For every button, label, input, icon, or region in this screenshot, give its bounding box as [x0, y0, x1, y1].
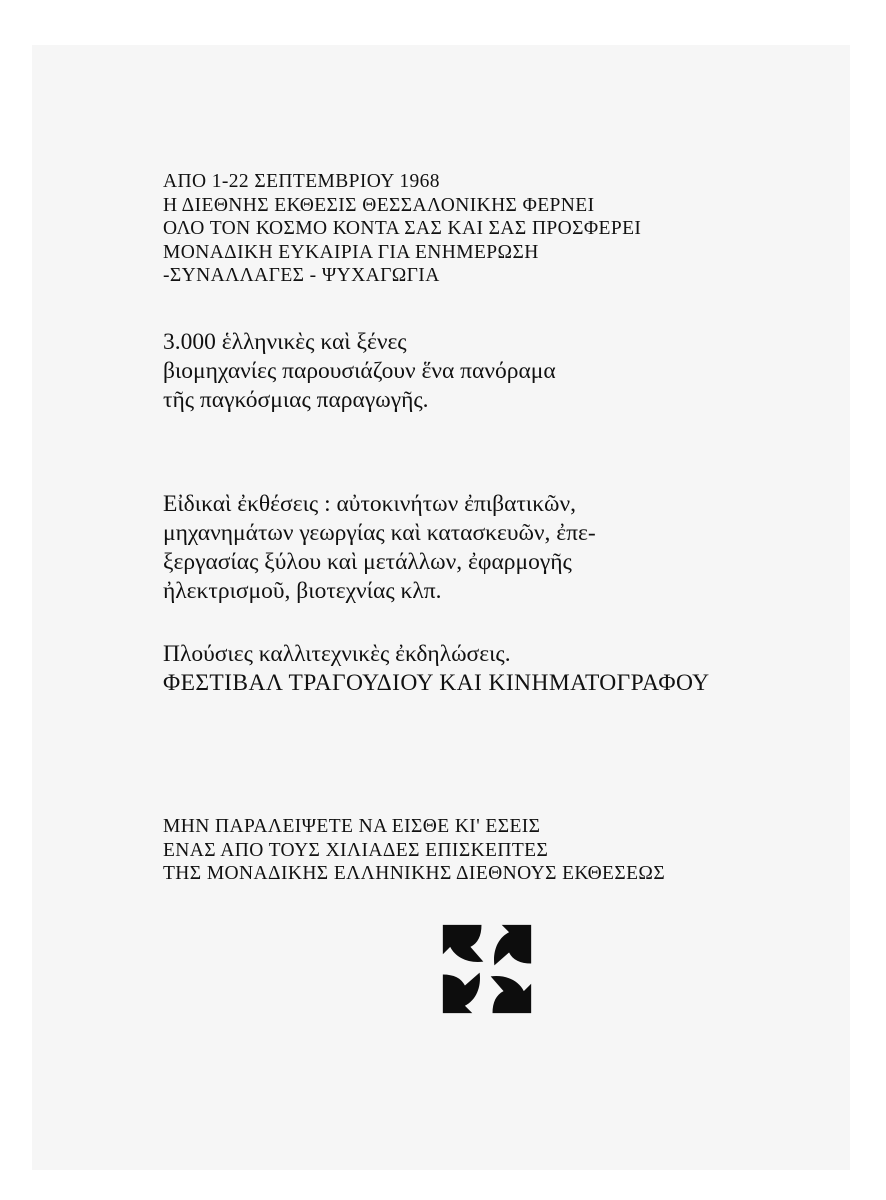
intro-block — [163, 170, 641, 288]
events-line: Πλούσιες καλλιτεχνικὲς ἐκδηλώσεις. — [163, 641, 511, 667]
intro-line: ΑΠΟ 1-22 ΣΕΠΤΕΜΒΡΙΟΥ 1968 — [163, 171, 440, 192]
industries-line: τῆς παγκόσμιας παραγωγῆς. — [163, 387, 429, 413]
industries-paragraph — [163, 328, 556, 415]
exhibitions-paragraph — [163, 490, 596, 606]
fair-emblem-icon — [441, 923, 533, 1015]
intro-line: ΟΛΟ ΤΟΝ ΚΟΣΜΟ ΚΟΝΤΑ ΣΑΣ ΚΑΙ ΣΑΣ ΠΡΟΣΦΕΡΕΙ — [163, 218, 642, 239]
intro-line: Η ΔΙΕΘΝΗΣ ΕΚΘΕΣΙΣ ΘΕΣΣΑΛΟΝΙΚΗΣ ΦΕΡΝΕΙ — [163, 194, 595, 216]
intro-line: ΜΟΝΑΔΙΚΗ ΕΥΚΑΙΡΙΑ ΓΙΑ ΕΝΗΜΕΡΩΣΗ — [163, 241, 539, 263]
industries-line: βιομηχανίες παρουσιάζουν ἕνα πανόραμα — [163, 358, 556, 384]
exhibitions-line: μηχανημάτων γεωργίας καὶ κατασκευῶν, ἐπε- — [163, 520, 596, 546]
closing-block — [163, 815, 665, 886]
intro-line: -ΣΥΝΑΛΛΑΓΕΣ - ΨΥΧΑΓΩΓΙΑ — [163, 265, 440, 286]
exhibitions-line: ξεργασίας ξύλου καὶ μετάλλων, ἐφαρμογῆς — [163, 549, 572, 575]
closing-line: ΤΗΣ ΜΟΝΑΔΙΚΗΣ ΕΛΛΗΝΙΚΗΣ ΔΙΕΘΝΟΥΣ ΕΚΘΕΣΕΩΣ — [163, 863, 666, 884]
closing-line: ΜΗΝ ΠΑΡΑΛΕΙΨΕΤΕ ΝΑ ΕΙΣΘΕ ΚΙ' ΕΣΕΙΣ — [163, 816, 541, 837]
closing-line: ΕΝΑΣ ΑΠΟ ΤΟΥΣ ΧΙΛΙΑΔΕΣ ΕΠΙΣΚΕΠΤΕΣ — [163, 839, 549, 861]
exhibitions-line: Εἰδικαὶ ἐκθέσεις : αὐτοκινήτων ἐπιβατικῶν, — [163, 491, 577, 517]
festival-line: ΦΕΣΤΙΒΑΛ ΤΡΑΓΟΥΔΙΟΥ ΚΑΙ ΚΙΝΗΜΑΤΟΓΡΑΦΟΥ — [163, 670, 710, 696]
exhibitions-line: ἠλεκτρισμοῦ, βιοτεχνίας κλπ. — [163, 578, 442, 604]
industries-line: 3.000 ἑλληνικὲς καὶ ξένες — [163, 329, 407, 355]
events-paragraph — [163, 640, 710, 698]
